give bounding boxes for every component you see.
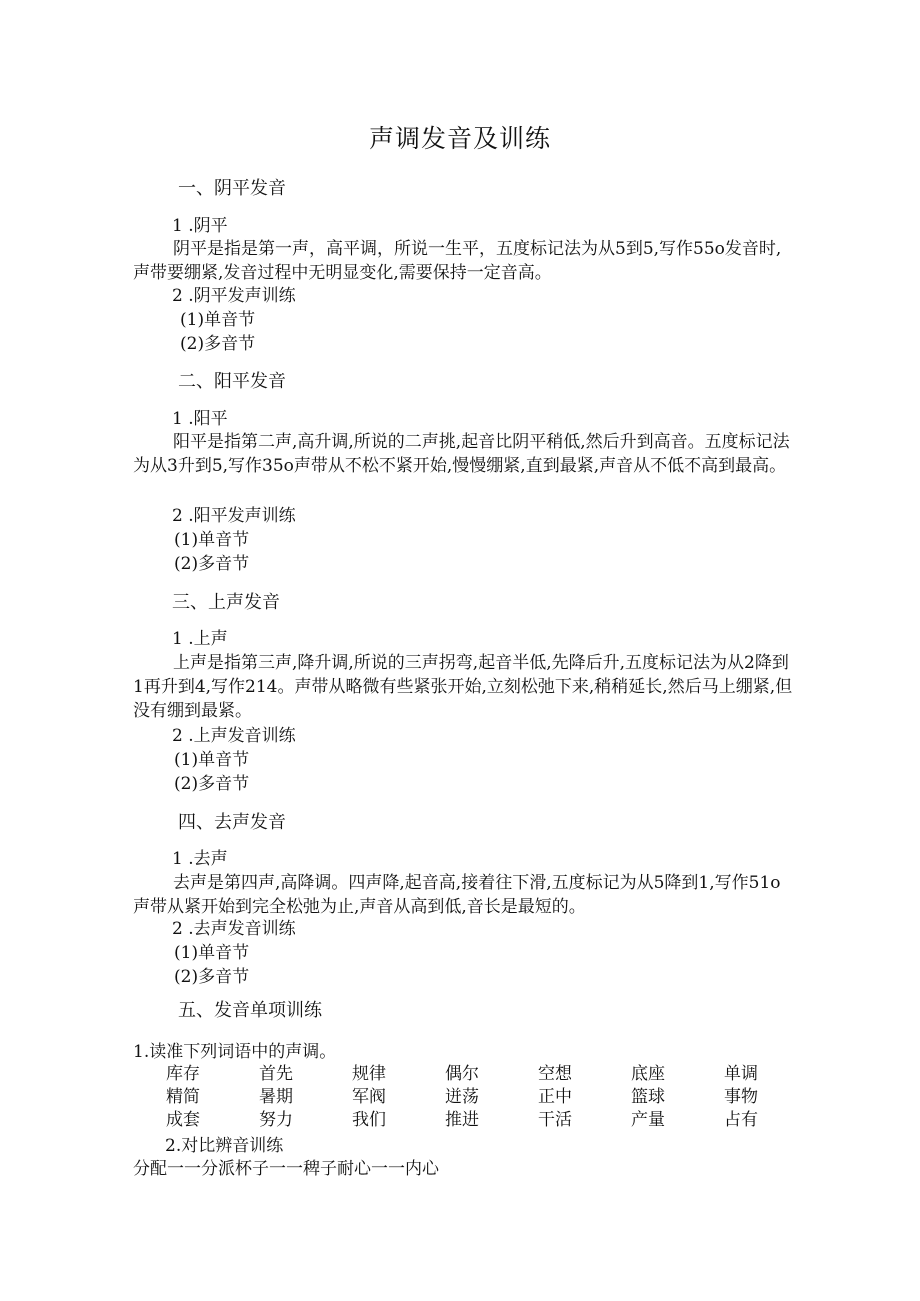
word-cell: 规律 [352,1064,386,1084]
section-heading: 五、发音单项训练 [178,1000,322,1021]
section-heading: 二、阳平发音 [178,371,286,392]
list-item: (2)多音节 [180,334,256,354]
word-cell: 干活 [538,1110,572,1130]
word-cell: 占有 [724,1110,758,1130]
subsection-title: 1 .阳平 [172,409,228,429]
word-cell: 正中 [538,1087,572,1107]
section-heading: 四、去声发音 [178,812,286,833]
section-paragraph: 上声是指第三声,降升调,所说的三声拐弯,起音半低,先降后升,五度标记法为从2降到1再升到4,写作214。声带从略微有些紧张开始,立刻松弛下来,稍稍延长,然后马上绷紧,但没有绷到最紧。 [133,653,793,721]
word-cell: 偶尔 [445,1064,479,1084]
list-item: (1)单音节 [174,530,250,550]
word-cell: 首先 [259,1064,293,1084]
word-cell: 成套 [166,1110,200,1130]
word-grid [166,1063,806,1132]
word-cell: 空想 [538,1064,572,1084]
document-title: 声调发音及训练 [368,124,551,153]
word-row [166,1086,806,1109]
section-paragraph: 阴平是指是第一声，高平调，所说一生平，五度标记法为从5到5,写作55o发音时,声带要绷紧,发音过程中无明显变化,需要保持一定音高。 [133,239,782,283]
exercise-question: 2.对比辨音训练 [165,1136,284,1156]
word-cell: 推进 [445,1110,479,1130]
word-row [166,1063,806,1086]
word-cell: 产量 [631,1110,665,1130]
word-cell: 底座 [631,1064,665,1084]
list-item: (1)单音节 [174,943,250,963]
section-heading: 一、阴平发音 [178,178,286,199]
word-cell: 精简 [166,1087,200,1107]
word-row [166,1109,806,1132]
section-paragraph: 去声是第四声,高降调。四声降,起音高,接着往下滑,五度标记为从5降到1,写作51o声带从紧开始到完全松弛为止,声音从高到低,音长是最短的。 [133,873,781,917]
exercise-question: 1.读准下列词语中的声调。 [133,1042,337,1062]
subsection-title: 1 .去声 [172,849,228,869]
section-paragraph: 阳平是指第二声,高升调,所说的二声挑,起音比阴平稍低,然后升到高音。五度标记法为从3升到5,写作35o声带从不松不紧开始,慢慢绷紧,直到最紧,声音从不低不高到最高。 [133,432,790,476]
word-cell: 单调 [724,1064,758,1084]
list-item: (1)单音节 [174,750,250,770]
subsection-title: 2 .去声发音训练 [172,919,296,939]
word-cell: 暑期 [259,1087,293,1107]
section-heading: 三、上声发音 [172,592,280,613]
list-item: (2)多音节 [174,554,250,574]
word-cell: 军阀 [352,1087,386,1107]
word-cell: 我们 [352,1110,386,1130]
word-cell: 库存 [166,1064,200,1084]
subsection-title: 1 .上声 [172,629,228,649]
contrast-pairs: 分配一一分派杯子一一稗子耐心一一内心 [133,1159,439,1179]
subsection-title: 2 .上声发音训练 [172,726,296,746]
list-item: (1)单音节 [180,310,256,330]
word-cell: 事物 [724,1087,758,1107]
word-cell: 篮球 [631,1087,665,1107]
list-item: (2)多音节 [174,774,250,794]
word-cell: 努力 [259,1110,293,1130]
subsection-title: 2 .阴平发声训练 [172,286,296,306]
subsection-title: 2 .阳平发声训练 [172,506,296,526]
word-cell: 迸荡 [445,1087,479,1107]
list-item: (2)多音节 [174,967,250,987]
subsection-title: 1 .阴平 [172,216,228,236]
